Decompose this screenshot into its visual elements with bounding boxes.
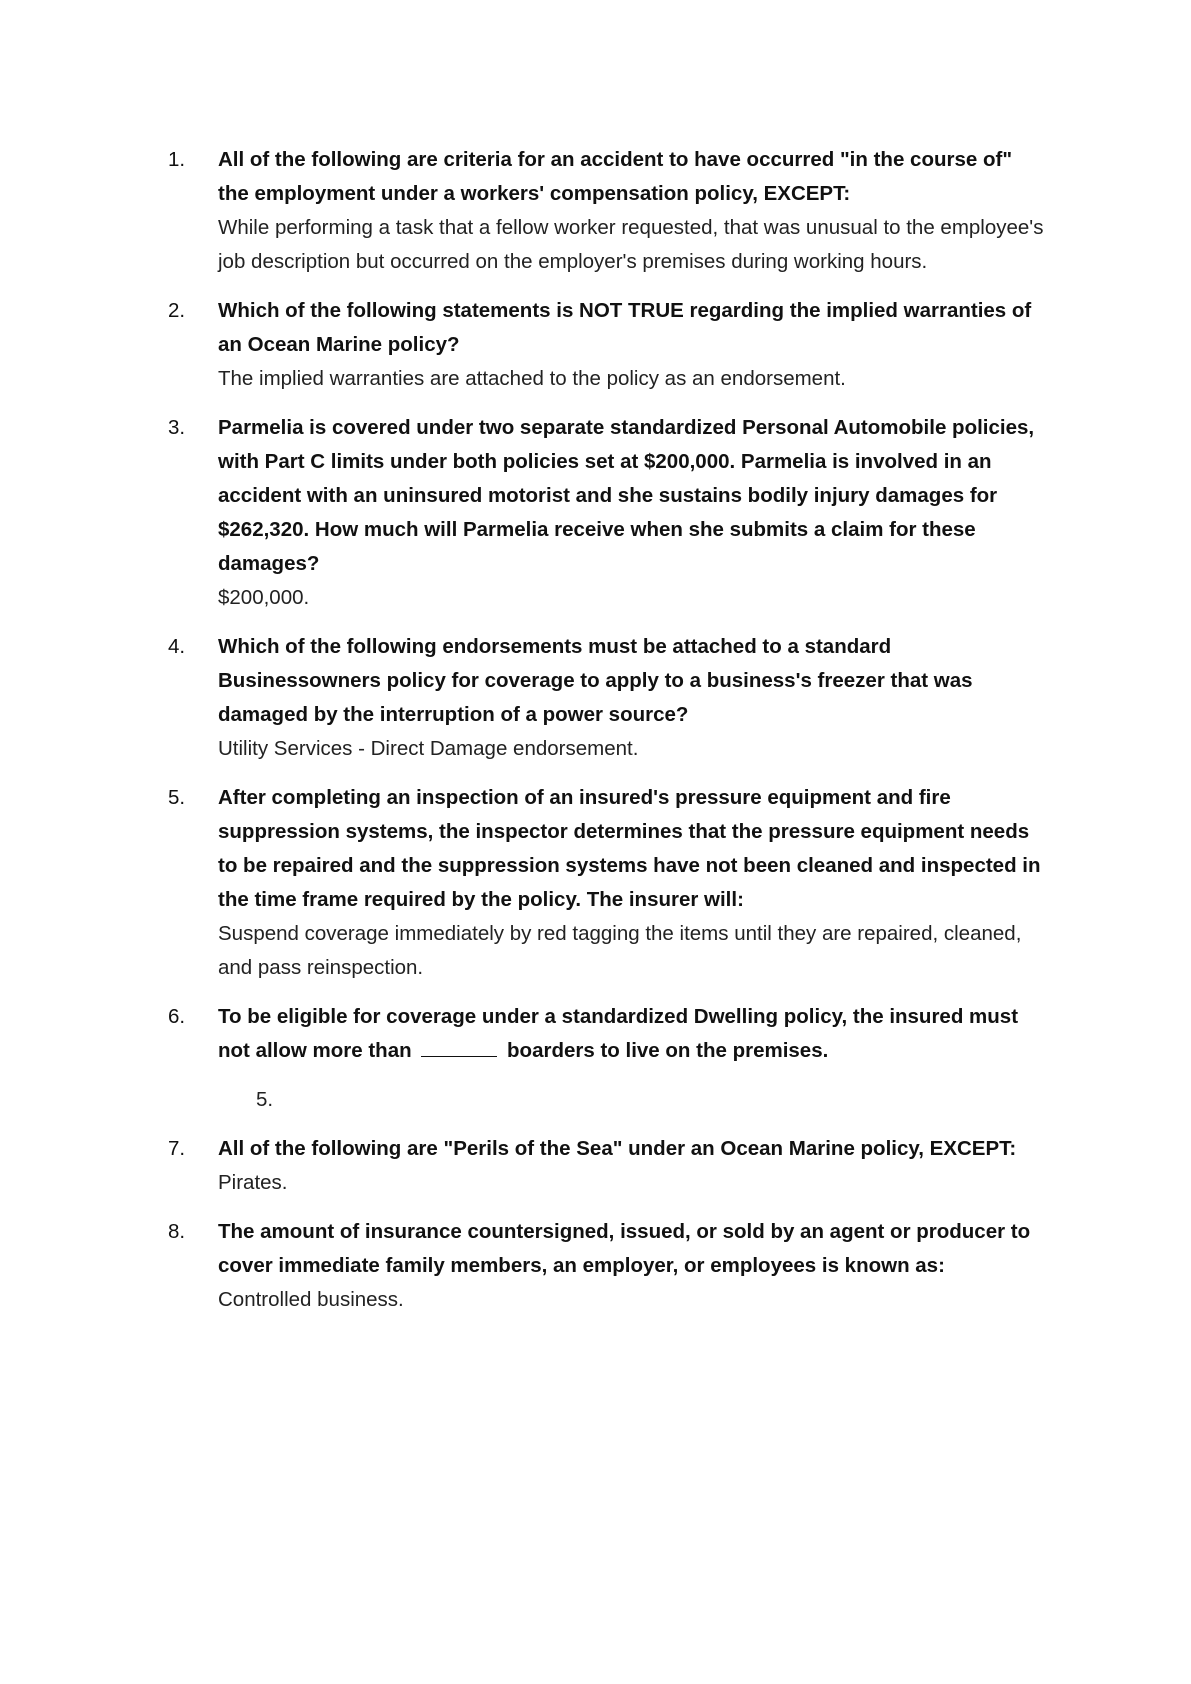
question-text-part1: To be eligible for coverage under a standardized Dwelling policy, the insured must not allow more than	[218, 1005, 1019, 1062]
question-item-8	[168, 1215, 1048, 1317]
question-item-3	[168, 411, 1048, 615]
answer-text: 5.	[256, 1088, 274, 1111]
question-number: 3.	[168, 416, 186, 439]
answer-text: Utility Services - Direct Damage endorsement.	[218, 737, 639, 760]
question-text	[218, 1000, 1048, 1068]
question-item-2	[168, 294, 1048, 396]
question-text: All of the following are "Perils of the Sea" under an Ocean Marine policy, EXCEPT:	[218, 1137, 1017, 1160]
answer-text: $200,000.	[218, 586, 310, 609]
question-text: All of the following are criteria for an accident to have occurred "in the course of" the employment under a workers' compensation policy, EXCEPT:	[218, 148, 1013, 205]
question-number: 7.	[168, 1137, 186, 1160]
question-list	[168, 143, 1048, 1332]
question-text: Which of the following statements is NOT TRUE regarding the implied warranties of an Ocean Marine policy?	[218, 299, 1032, 356]
question-number: 2.	[168, 299, 186, 322]
question-number: 5.	[168, 786, 186, 809]
question-text: Parmelia is covered under two separate standardized Personal Automobile policies, with Part C limits under both policies set at $200,000. Parmelia is involved in an accident with an uninsured motorist and she sustains bodily injury damages for $262,320. How much will Parmelia receive when she submits a claim for these damages?	[218, 416, 1035, 575]
question-number: 4.	[168, 635, 186, 658]
fill-in-blank	[421, 1034, 497, 1057]
answer-text: Controlled business.	[218, 1288, 404, 1311]
answer-text: While performing a task that a fellow worker requested, that was unusual to the employee's job description but occurred on the employer's premises during working hours.	[218, 216, 1044, 273]
question-item-1	[168, 143, 1048, 279]
question-item-7	[168, 1132, 1048, 1200]
question-item-4	[168, 630, 1048, 766]
answer-text: The implied warranties are attached to the policy as an endorsement.	[218, 367, 846, 390]
question-number: 1.	[168, 148, 186, 171]
question-item-5	[168, 781, 1048, 985]
question-number: 8.	[168, 1220, 186, 1243]
answer-text: Pirates.	[218, 1171, 288, 1194]
question-text: The amount of insurance countersigned, issued, or sold by an agent or producer to cover immediate family members, an employer, or employees is known as:	[218, 1220, 1031, 1277]
question-text-part2: boarders to live on the premises.	[507, 1039, 829, 1062]
question-item-6	[168, 1000, 1048, 1117]
question-text: Which of the following endorsements must be attached to a standard Businessowners policy for coverage to apply to a business's freezer that was damaged by the interruption of a power source?	[218, 635, 973, 726]
question-number: 6.	[168, 1005, 186, 1028]
answer-text: Suspend coverage immediately by red tagging the items until they are repaired, cleaned, and pass reinspection.	[218, 922, 1022, 979]
question-text: After completing an inspection of an insured's pressure equipment and fire suppression systems, the inspector determines that the pressure equipment needs to be repaired and the suppression systems have not been cleaned and inspected in the time frame required by the policy. The insurer will:	[218, 786, 1041, 911]
